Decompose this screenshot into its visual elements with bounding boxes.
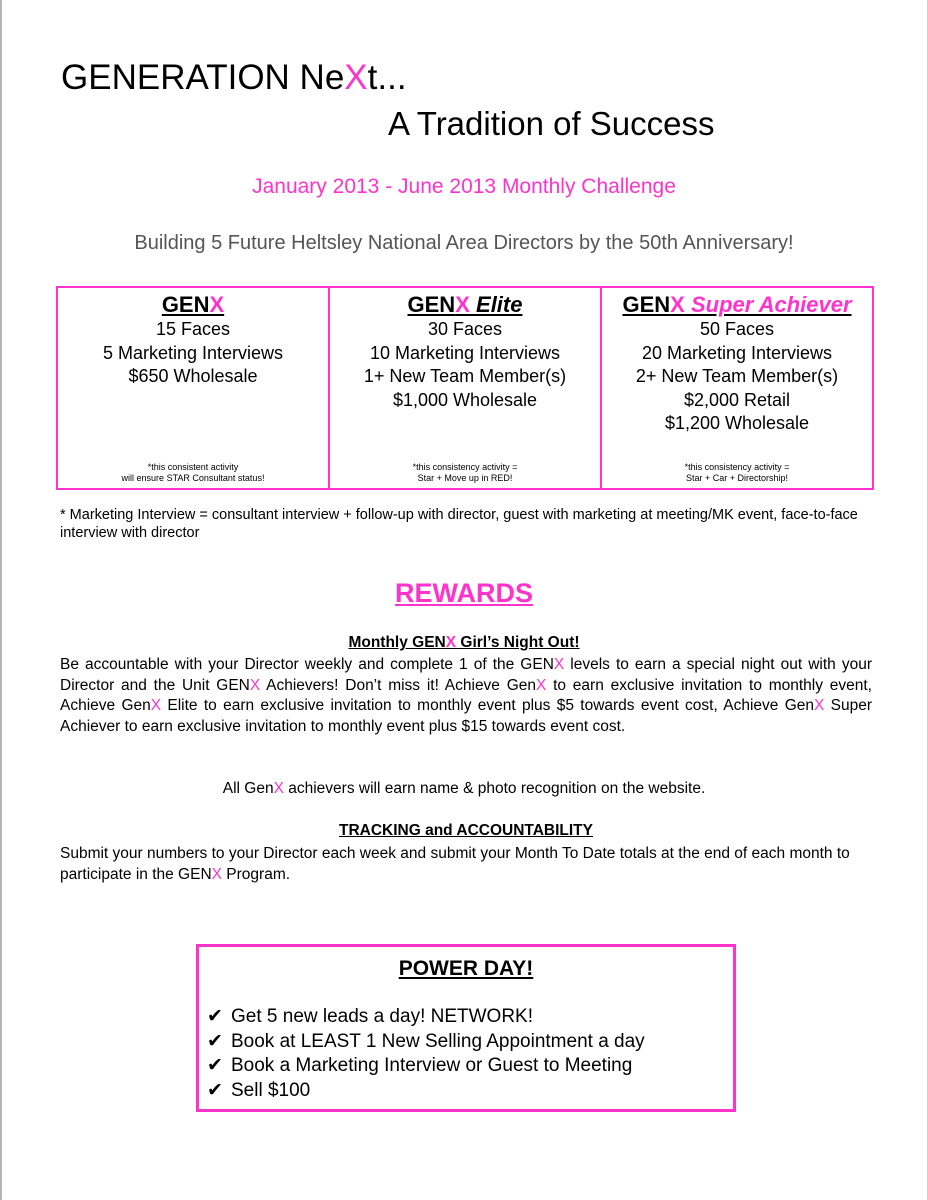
power-day-box bbox=[196, 944, 736, 1112]
list-item: ✔ Book at LEAST 1 New Selling Appointment a day bbox=[207, 1030, 645, 1055]
rewards-heading: REWARDS bbox=[394, 578, 533, 608]
level-genx-super-achiever bbox=[602, 288, 872, 488]
level-name: GENX Elite bbox=[407, 292, 523, 317]
level-line: 50 Faces bbox=[699, 319, 775, 339]
checkmark-icon: ✔ bbox=[207, 1006, 223, 1027]
level-note: *this consistent activity will ensure STAR Consultant status! bbox=[121, 462, 265, 483]
building-subtitle: Building 5 Future Heltsley National Area Directors by the 50th Anniversary! bbox=[134, 232, 794, 254]
level-note: *this consistency activity = Star + Car + Directorship! bbox=[684, 462, 790, 483]
list-item: ✔ Get 5 new leads a day! NETWORK! bbox=[207, 1005, 645, 1030]
level-line: 20 Marketing Interviews bbox=[641, 342, 833, 363]
level-name: GENX Super Achiever bbox=[622, 292, 852, 317]
level-line: $2,000 Retail bbox=[683, 389, 791, 410]
level-line: $1,000 Wholesale bbox=[392, 389, 538, 410]
level-line: 10 Marketing Interviews bbox=[369, 342, 561, 363]
level-line: 30 Faces bbox=[427, 319, 503, 339]
levels-table bbox=[56, 286, 874, 490]
girls-night-out-heading: Monthly GENX Girl’s Night Out! bbox=[348, 634, 580, 651]
level-line: 2+ New Team Member(s) bbox=[635, 366, 839, 386]
power-day-list bbox=[207, 1005, 645, 1103]
list-item: ✔ Sell $100 bbox=[207, 1079, 645, 1104]
challenge-subtitle: January 2013 - June 2013 Monthly Challenge bbox=[252, 175, 676, 198]
checkmark-icon: ✔ bbox=[207, 1079, 223, 1101]
list-item: ✔ Book a Marketing Interview or Guest to Meeting bbox=[207, 1054, 645, 1079]
recognition-text: All GenX achievers will earn name & photo recognition on the website. bbox=[222, 780, 706, 797]
level-line: $650 Wholesale bbox=[128, 366, 258, 386]
tracking-body: Submit your numbers to your Director each week and submit your Month To Date totals at the end of each month to participate in the GENX Program. bbox=[60, 845, 850, 883]
level-line: 5 Marketing Interviews bbox=[102, 342, 284, 363]
power-day-heading: POWER DAY! bbox=[398, 957, 534, 980]
marketing-interview-footnote: * Marketing Interview = consultant interview + follow-up with director, guest with marketing at meeting/MK event, face-to-face interview with director bbox=[60, 507, 858, 541]
level-genx bbox=[58, 288, 330, 488]
level-name: GENX bbox=[161, 292, 225, 317]
level-line: $1,200 Wholesale bbox=[664, 413, 810, 433]
level-note: *this consistency activity = Star + Move up in RED! bbox=[412, 462, 518, 483]
level-genx-elite bbox=[330, 288, 602, 488]
title-tradition: A Tradition of Success bbox=[388, 105, 715, 142]
girls-night-out-body: Be accountable with your Director weekly and complete 1 of the GENX levels to earn a special night out with your Director and the Unit GENX Achievers! Don’t miss it! Achieve GenX to earn exclusive invitation to monthly event, Achieve GenX Elite to earn exclusive invitation to monthly event plus $5 towards event cost, Achieve GenX Super Achiever to earn exclusive invitation to monthly event plus $15 towards event cost. bbox=[60, 656, 873, 736]
tracking-heading: TRACKING and ACCOUNTABILITY bbox=[338, 822, 593, 839]
checkmark-icon: ✔ bbox=[207, 1055, 223, 1076]
checkmark-icon: ✔ bbox=[207, 1030, 223, 1052]
title-generation-next: GENERATION NeXt... bbox=[61, 58, 407, 97]
level-line: 1+ New Team Member(s) bbox=[363, 366, 567, 386]
level-line: 15 Faces bbox=[155, 319, 231, 339]
